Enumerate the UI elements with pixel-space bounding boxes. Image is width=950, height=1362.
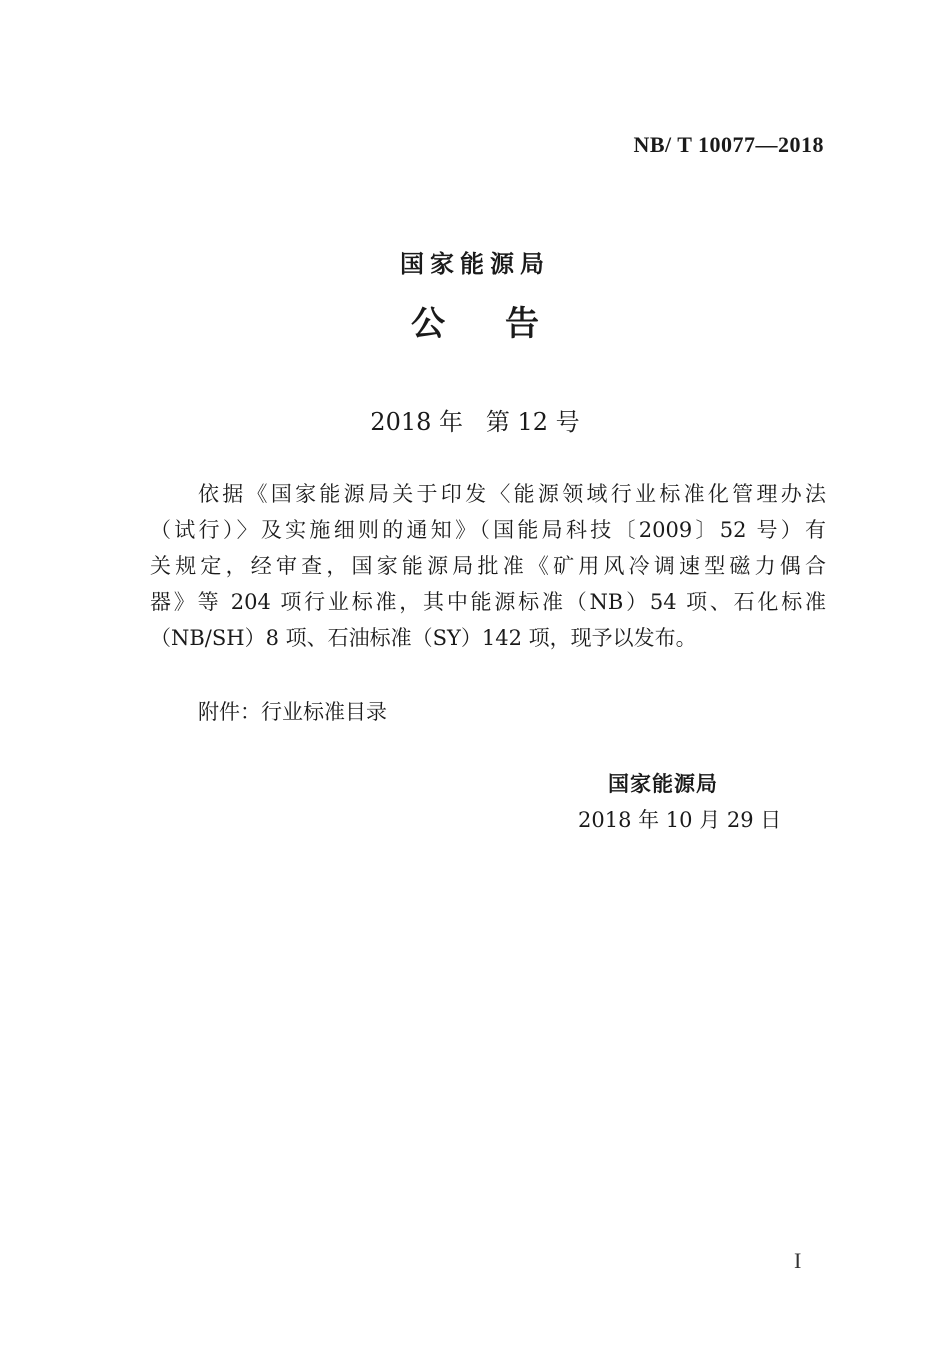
page-number: I [794, 1248, 802, 1273]
body-line: 依据《国家能源局关于印发〈能源领域行业标准化管理办法 [198, 482, 826, 506]
body-line: 关规定，经审查，国家能源局批准《矿用风冷调速型磁力偶合 [150, 554, 826, 578]
issue-number: 2018 年 第 12 号 [370, 408, 580, 436]
body-line: （试行）〉及实施细则的通知》（国能局科技〔2009〕52 号）有 [150, 518, 826, 542]
standard-code: NB/ T 10077—2018 [633, 132, 824, 157]
notice-body [150, 476, 826, 656]
body-line: （NB/SH）8 项、石油标准（SY）142 项，现予以发布。 [150, 626, 697, 650]
signature-date: 2018 年 10 月 29 日 [578, 808, 782, 832]
body-line: 器》等 204 项行业标准，其中能源标准（NB）54 项、石化标准 [150, 590, 826, 614]
signature-organization: 国家能源局 [608, 772, 718, 796]
issuing-authority: 国家能源局 [400, 250, 550, 278]
page-title: 公告 [411, 304, 599, 344]
attachment-note: 附件：行业标准目录 [198, 700, 387, 724]
